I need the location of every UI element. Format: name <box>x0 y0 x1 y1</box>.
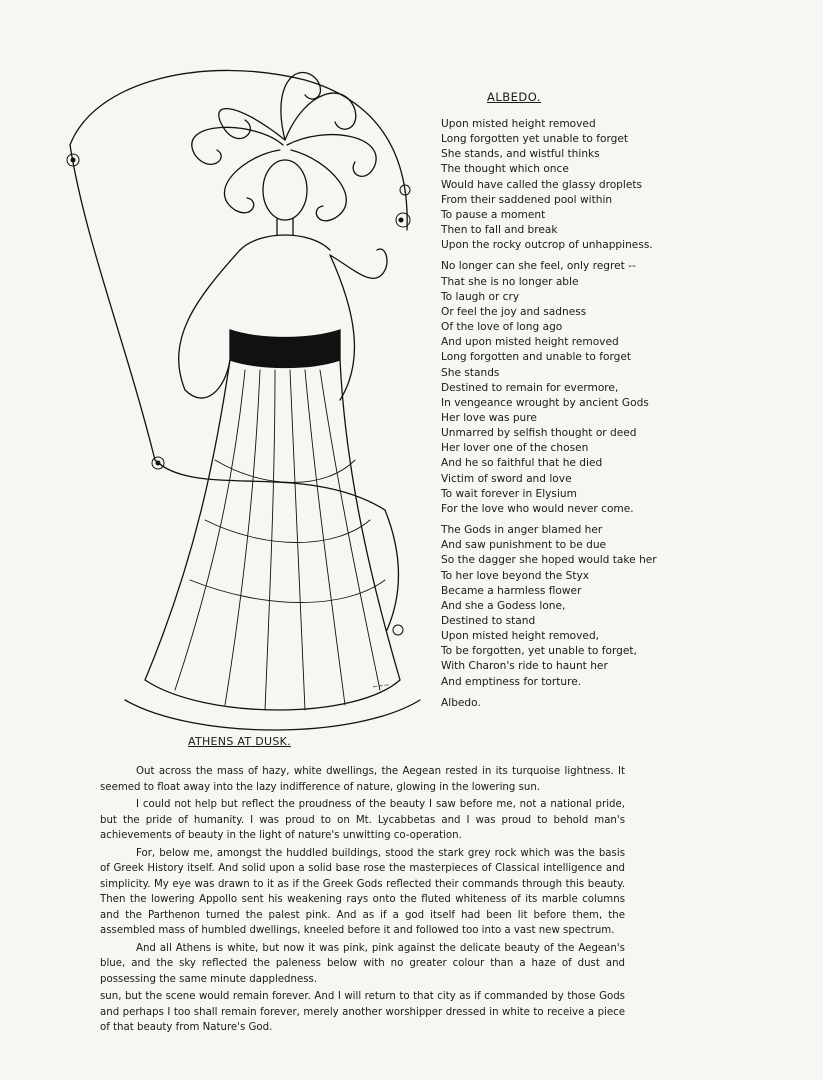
belt <box>230 330 340 368</box>
poem-line: Upon misted height removed, <box>441 630 600 643</box>
poem-line: She stands <box>441 366 500 379</box>
poem-stanza-3 <box>441 523 816 690</box>
poem-title: ALBEDO. <box>487 90 542 104</box>
poem-line: She stands, and wistful thinks <box>441 148 600 161</box>
poem-line: That she is no longer able <box>441 275 579 288</box>
poem-stanza-2 <box>441 259 816 517</box>
poem-line: Destined to remain for evermore, <box>441 381 619 394</box>
gown-drapery <box>175 370 385 710</box>
poem-line: To her love beyond the Styx <box>441 569 590 582</box>
poem-line: Long forgotten yet unable to forget <box>441 133 629 146</box>
poem-line: Of the love of long ago <box>441 321 563 334</box>
halo-arc <box>70 70 407 230</box>
poem-line: So the dagger she hoped would take her <box>441 554 657 567</box>
face <box>263 160 307 220</box>
poem-stanza-1 <box>441 117 816 253</box>
collar <box>240 235 330 250</box>
poem-line: Upon the rocky outcrop of unhappiness. <box>441 239 653 252</box>
ground <box>125 700 420 730</box>
goddess-drawing <box>55 40 425 740</box>
poem-line: And saw punishment to be due <box>441 539 607 552</box>
poem-body <box>441 117 816 711</box>
poem-line: To laugh or cry <box>441 290 520 303</box>
poem-line: And upon misted height removed <box>441 336 619 349</box>
poem-line: Became a harmless flower <box>441 584 582 597</box>
poem-line: In vengeance wrought by ancient Gods <box>441 396 649 409</box>
poem-line: And emptiness for torture. <box>441 675 582 688</box>
poem-line: For the love who would never come. <box>441 502 634 515</box>
halo-arc-lower <box>70 145 398 630</box>
poem-line: And he so faithful that he died <box>441 457 603 470</box>
poem-line: The Gods in anger blamed her <box>441 524 603 537</box>
essay-paragraph: Out across the mass of hazy, white dwellings, the Aegean rested in its turquoise lightness. It seemed to float away into the lazy indifference of nature, glowing in the lowering sun. <box>100 766 625 793</box>
essay-paragraph: I could not help but reflect the proudness of the beauty I saw before me, not a national pride, but the pride of humanity. I was proud to on Mt. Lycabbetas and I was proud to behold man's achievements of beauty in the light of nature's unwitting co-operation. <box>100 799 625 841</box>
poem-line: Then to fall and break <box>441 224 558 237</box>
essay-paragraph: And all Athens is white, but now it was pink, pink against the delicate beauty of the Aegean's blue, and the sky reflected the paleness below with no greater colour than a haze of dust and possessing the same minute dappledness. <box>100 942 625 985</box>
poem-line: Her love was pure <box>441 411 537 424</box>
left-sleeve <box>179 250 240 398</box>
artist-signature: ~~~ <box>371 680 391 692</box>
poem-line: Her lover one of the chosen <box>441 442 589 455</box>
essay-title: ATHENS AT DUSK. <box>188 735 291 748</box>
hair-swirls <box>192 73 376 221</box>
poem-line: The thought which once <box>441 163 569 176</box>
poem-line: Victim of sword and love <box>441 472 572 485</box>
poem-line: To wait forever in Elysium <box>441 487 577 500</box>
poem-line: Upon misted height removed <box>441 118 596 130</box>
poem-signoff: Albedo. <box>441 696 481 709</box>
flower-ornaments <box>67 154 410 635</box>
poem-line: And she a Godess lone, <box>441 599 566 612</box>
poem-line: To pause a moment <box>441 208 546 221</box>
poem-line: No longer can she feel, only regret -- <box>441 260 636 273</box>
poem-line: Would have called the glassy droplets <box>441 178 643 191</box>
right-sleeve <box>330 255 354 400</box>
poem-line: Long forgotten and unable to forget <box>441 351 632 364</box>
poem-line: With Charon's ride to haunt her <box>441 660 608 673</box>
essay-body <box>100 764 625 1038</box>
goddess-illustration <box>55 40 425 740</box>
poem-line: Unmarred by selfish thought or deed <box>441 427 637 440</box>
essay-paragraph: For, below me, amongst the huddled buildings, stood the stark grey rock which was the basis of Greek History itself. And solid upon a solid base rose the masterpieces of Classical intelligence and simplicity. My eye was drawn to it as if the Greek Gods reflected their commands through this beauty. Then the lowering Appollo sent his weakening rays onto the fluted whiteness of its marble columns and the Parthenon turned the palest pink. And as if a god itself had been lit before them, the assembled mass of humbled dwellings, kneeled before it and followed too into a vast new spectrum. <box>100 847 625 936</box>
poem-line: To be forgotten, yet unable to forget, <box>441 645 637 658</box>
poem-line: Or feel the joy and sadness <box>441 305 587 318</box>
gown-outline <box>145 360 400 710</box>
poem-line: From their saddened pool within <box>441 193 613 206</box>
poem-line: Destined to stand <box>441 615 536 627</box>
essay-closing: sun, but the scene would remain forever. And I will return to that city as if commanded by those Gods and perhaps I too shall remain forever, merely another worshipper dressed in white to receive a piece of that beauty from Nature's God. <box>100 991 625 1033</box>
